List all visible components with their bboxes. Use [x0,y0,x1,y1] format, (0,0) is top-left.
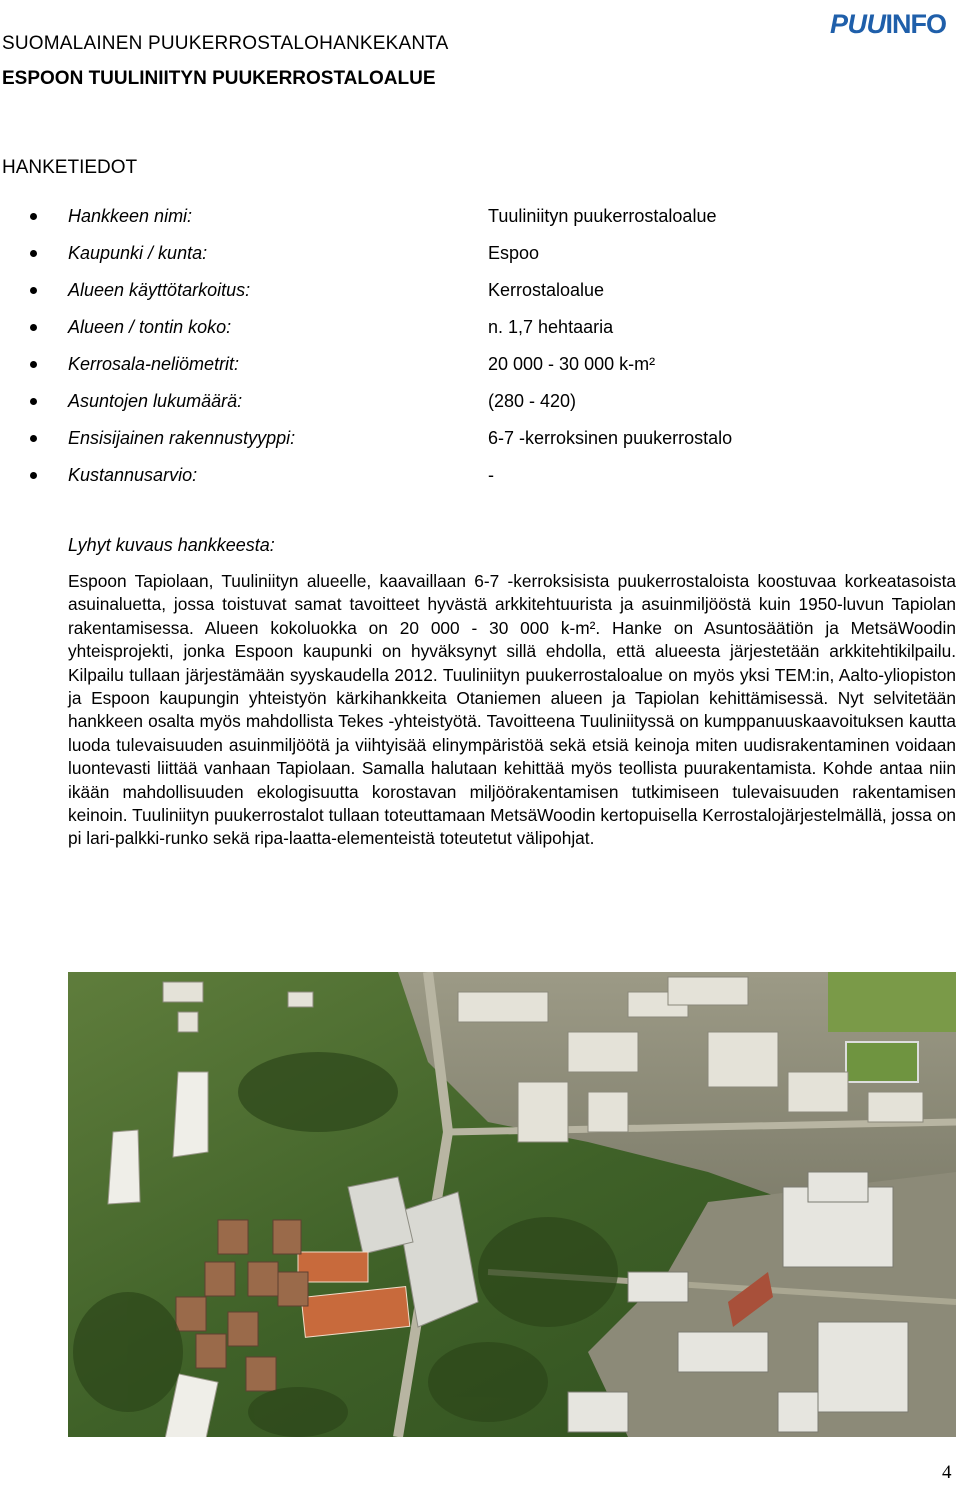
info-label: Kustannusarvio: [68,465,198,485]
bullet-icon [30,361,37,368]
list-item [30,389,930,426]
description-text: Espoon Tapiolaan, Tuuliniityn alueelle, kaavaillaan 6-7 -kerroksisista puukerrostaloista koostuvaa korkeatasoista asuinaluetta, jossa toistuvat samat tavoitteet hyvästä arkkitehtuurista ja asuinmiljööstä kuin 1950-luvun Tapiolan rakentamisessa. Alueen kokoluokka on 20 000 - 30 000 k-m². Hanke on Asuntosäätiön ja MetsäWoodin yhteisprojekti, jonka Espoon kaupunki on hyväksynyt sillä ehdolla, että alueesta järjestetään arkkitehtikilpailu. Kilpailu tullaan järjestämään syyskaudella 2012. Tuuliniityn puukerrostaloalue on myös yksi TEM:in, Aalto-yliopiston ja Espoon kaupungin yhteistyön kärkihankkeita Otaniemen alueen ja Tapiolan kehittämisessä. Nyt selvitetään hankkeen osalta myös mahdollista Tekes -yhteistyötä. Tavoitteena Tuuliniityssä on kumppanuuskaavoituksen kautta luoda tulevaisuuden asuinmiljöötä ja viihtyisää elinympäristöä sekä etsiä keinoja miten uudisrakentaminen voidaan luontevasti liittää vanhaan Tapiolaan. Samalla halutaan kehittää myös teollista puurakentamista. Kohde antaa niin ikään mahdollisuuden ekologisuutta korostavan miljöörakentamisen tutkimiseen tulevaisuuden rakentamisen keinoin. Tuuliniityn puukerrostalot tullaan toteuttamaan MetsäWoodin kertopuisella Kerrostalojärjestelmällä, jossa on pi lari-palkki-runko sekä ripa-laatta-elementeistä toteutetut välipohjat. [68,571,956,849]
bullet-icon [30,213,37,220]
list-item [30,352,930,389]
list-item [30,426,930,463]
logo-text-info: INFO [885,9,947,39]
bullet-icon [30,324,37,331]
list-item [30,463,930,500]
list-item [30,241,930,278]
info-label: Hankkeen nimi: [68,206,193,226]
info-value: (280 - 420) [488,391,577,411]
info-value: Espoo [488,243,540,263]
info-value: 6-7 -kerroksinen puukerrostalo [488,428,733,448]
bullet-icon [30,435,37,442]
puuinfo-logo [830,8,956,40]
bullet-icon [30,398,37,405]
info-value: Kerrostaloalue [488,280,605,300]
info-label: Kerrosala-neliömetrit: [68,354,240,374]
info-value: n. 1,7 hehtaaria [488,317,614,337]
info-label: Alueen / tontin koko: [68,317,232,337]
list-item [30,204,930,241]
logo-text-puu: PUU [830,9,886,39]
info-label: Alueen käyttötarkoitus: [68,280,251,300]
document-header-title: ESPOON TUULINIITYN PUUKERROSTALOALUE [2,68,436,89]
bullet-icon [30,250,37,257]
list-item [30,278,930,315]
section-title: HANKETIEDOT [2,157,138,178]
info-value: 20 000 - 30 000 k-m² [488,354,656,374]
info-label: Kaupunki / kunta: [68,243,208,263]
info-label: Asuntojen lukumäärä: [68,391,243,411]
info-value: Tuuliniityn puukerrostaloalue [488,206,717,226]
description-title: Lyhyt kuvaus hankkeesta: [68,535,275,555]
project-info-list [30,204,930,500]
page-number: 4 [942,1462,952,1483]
aerial-photo [68,972,956,1437]
info-label: Ensisijainen rakennustyyppi: [68,428,296,448]
bullet-icon [30,472,37,479]
document-header-subtitle: SUOMALAINEN PUUKERROSTALOHANKEKANTA [2,33,449,54]
info-value: - [488,465,494,485]
bullet-icon [30,287,37,294]
list-item [30,315,930,352]
